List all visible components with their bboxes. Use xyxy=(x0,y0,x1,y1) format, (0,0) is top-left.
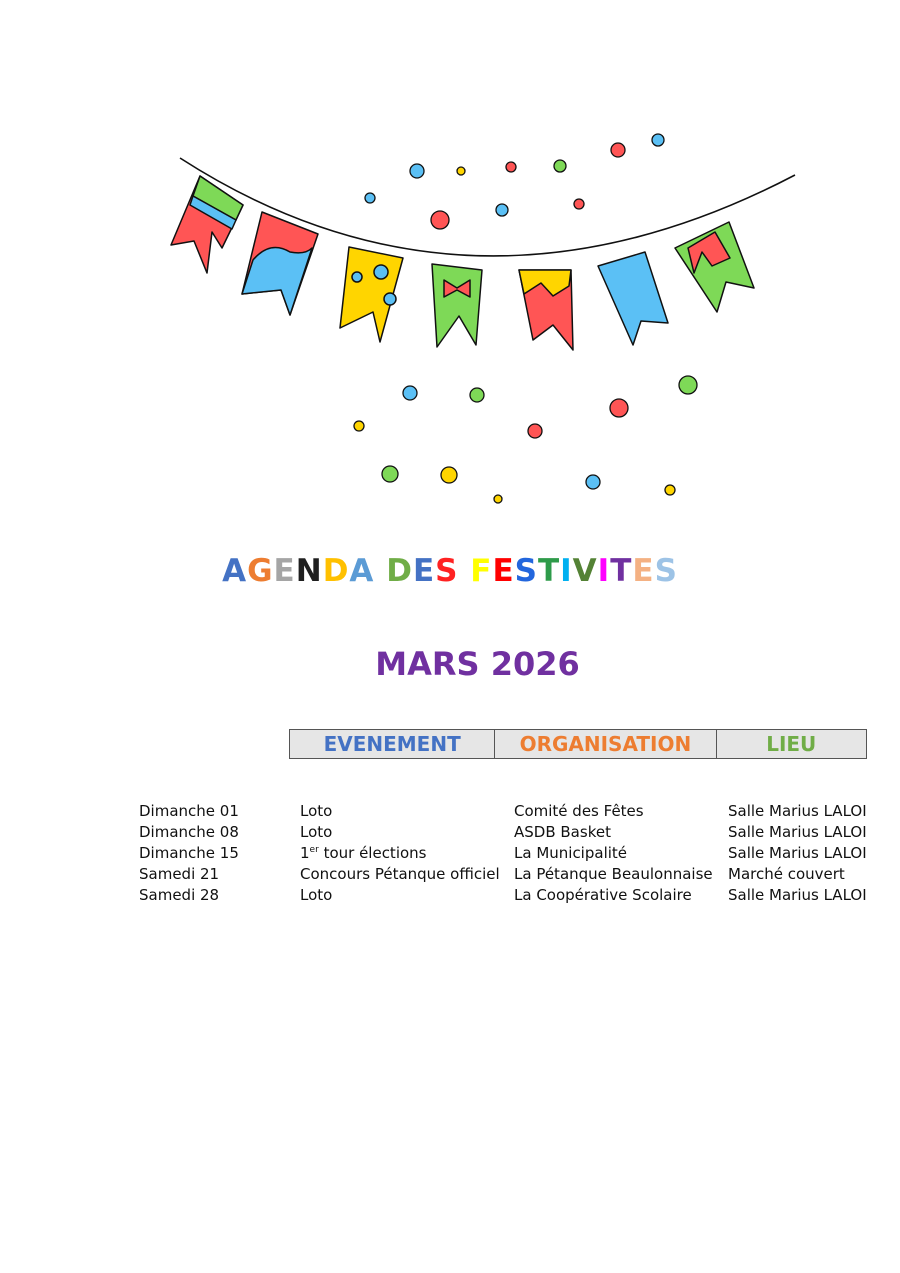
event-date: Samedi 21 xyxy=(139,865,220,883)
header-organisation xyxy=(495,730,716,758)
column-header-table xyxy=(289,729,867,759)
header-organisation-label: ORGANISATION xyxy=(519,732,692,756)
event-row xyxy=(139,864,879,885)
title-letter: E xyxy=(492,553,515,589)
month-heading xyxy=(0,645,900,683)
event-organisation: La Coopérative Scolaire xyxy=(514,886,692,904)
title-letter: E xyxy=(632,553,655,589)
event-place: Salle Marius LALOI xyxy=(728,886,867,904)
event-name-text: Loto xyxy=(300,823,333,841)
event-date: Dimanche 01 xyxy=(139,802,239,820)
title-letter: I xyxy=(597,553,611,589)
title-letter: D xyxy=(322,553,350,589)
month-label: MARS 2026 xyxy=(375,645,580,683)
event-name-text: 1 xyxy=(300,844,310,862)
title-letter: N xyxy=(295,553,323,589)
event-place: Salle Marius LALOI xyxy=(728,823,867,841)
event-name xyxy=(300,885,514,906)
event-organisation: La Municipalité xyxy=(514,844,628,862)
event-date: Dimanche 15 xyxy=(139,844,239,862)
event-name xyxy=(300,822,514,843)
title-letter: S xyxy=(654,553,678,589)
title-letter: A xyxy=(222,553,248,589)
event-organisation: Comité des Fêtes xyxy=(514,802,644,820)
event-list xyxy=(139,801,879,906)
title-letter xyxy=(458,553,470,589)
title-letter: T xyxy=(610,553,633,589)
title-letter xyxy=(374,553,386,589)
event-name-text: Loto xyxy=(300,886,333,904)
title-letter: S xyxy=(514,553,538,589)
event-name xyxy=(300,801,514,822)
title-letter: E xyxy=(412,553,436,589)
title-letter: S xyxy=(435,553,459,589)
title-letter: E xyxy=(273,553,296,589)
event-name-text: Loto xyxy=(300,802,333,820)
page-title xyxy=(0,553,900,589)
event-organisation: La Pétanque Beaulonnaise xyxy=(514,865,713,883)
header-evenement-label: EVENEMENT xyxy=(323,732,461,756)
header-lieu xyxy=(717,730,866,758)
title-letter: A xyxy=(349,553,375,589)
title-letter: V xyxy=(572,553,598,589)
title-letter: T xyxy=(537,553,561,589)
header-lieu-label: LIEU xyxy=(766,732,817,756)
event-name-superscript: er xyxy=(309,845,319,855)
title-letter: D xyxy=(386,553,413,589)
event-place: Salle Marius LALOI xyxy=(728,802,867,820)
event-row xyxy=(139,885,879,906)
event-place: Salle Marius LALOI xyxy=(728,844,867,862)
header-evenement xyxy=(290,730,495,758)
event-date: Dimanche 08 xyxy=(139,823,239,841)
event-place: Marché couvert xyxy=(728,865,845,883)
event-row xyxy=(139,843,879,864)
event-row xyxy=(139,822,879,843)
event-date: Samedi 28 xyxy=(139,886,220,904)
event-organisation: ASDB Basket xyxy=(514,823,611,841)
event-name-rest: tour élections xyxy=(318,844,427,862)
event-name xyxy=(300,843,514,864)
title-letter: I xyxy=(560,553,573,589)
bunting-garland-illustration xyxy=(0,0,900,520)
title-letter: F xyxy=(470,553,493,589)
title-letter: G xyxy=(247,553,274,589)
event-row xyxy=(139,801,879,822)
event-name-text: Concours Pétanque officiel xyxy=(300,865,500,883)
event-name xyxy=(300,864,514,885)
